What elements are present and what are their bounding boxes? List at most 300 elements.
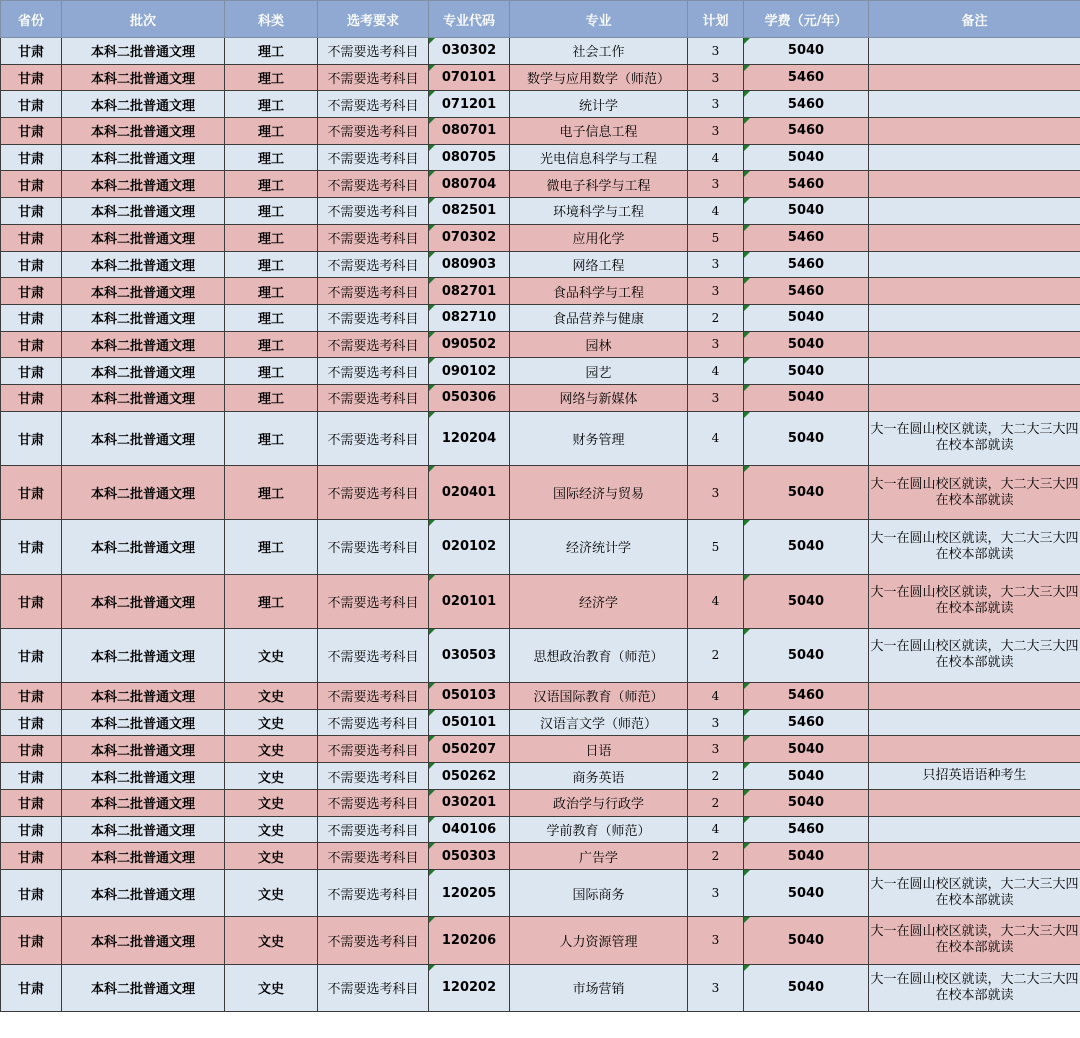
cell-tuition: 5460 [744,64,869,91]
cell-batch: 本科二批普通文理 [62,411,225,465]
cell-category: 理工 [225,465,318,519]
cell-tuition: 5040 [744,628,869,682]
cell-requirement: 不需要选考科目 [318,869,429,916]
cell-major: 财务管理 [510,411,688,465]
cell-major: 人力资源管理 [510,917,688,964]
cell-batch: 本科二批普通文理 [62,683,225,710]
cell-note [869,64,1080,91]
cell-major: 应用化学 [510,224,688,251]
cell-requirement: 不需要选考科目 [318,278,429,305]
header-major-code: 专业代码 [429,1,510,38]
header-batch: 批次 [62,1,225,38]
cell-category: 理工 [225,91,318,118]
cell-requirement: 不需要选考科目 [318,683,429,710]
cell-tuition: 5460 [744,709,869,736]
cell-major: 市场营销 [510,964,688,1011]
cell-note [869,91,1080,118]
cell-major: 汉语国际教育（师范） [510,683,688,710]
cell-batch: 本科二批普通文理 [62,198,225,225]
table-row [1,709,1080,736]
table-row [1,358,1080,385]
table-row [1,843,1080,870]
cell-major: 汉语言文学（师范） [510,709,688,736]
cell-major-code: 050303 [429,843,510,870]
cell-note: 大一在圆山校区就读，大二大三大四在校本部就读 [869,465,1080,519]
cell-requirement: 不需要选考科目 [318,144,429,171]
cell-category: 理工 [225,64,318,91]
cell-tuition: 5040 [744,520,869,574]
cell-batch: 本科二批普通文理 [62,709,225,736]
cell-note: 大一在圆山校区就读，大二大三大四在校本部就读 [869,520,1080,574]
cell-province: 甘肃 [1,91,62,118]
cell-note: 大一在圆山校区就读，大二大三大四在校本部就读 [869,917,1080,964]
cell-major: 统计学 [510,91,688,118]
cell-requirement: 不需要选考科目 [318,358,429,385]
cell-note: 大一在圆山校区就读，大二大三大四在校本部就读 [869,964,1080,1011]
cell-requirement: 不需要选考科目 [318,917,429,964]
cell-batch: 本科二批普通文理 [62,144,225,171]
table-row [1,465,1080,519]
cell-province: 甘肃 [1,763,62,790]
cell-major-code: 080704 [429,171,510,198]
cell-batch: 本科二批普通文理 [62,917,225,964]
cell-major-code: 070101 [429,64,510,91]
cell-category: 文史 [225,683,318,710]
cell-note [869,304,1080,331]
cell-plan: 3 [688,64,744,91]
cell-major: 广告学 [510,843,688,870]
cell-requirement: 不需要选考科目 [318,384,429,411]
cell-tuition: 5460 [744,278,869,305]
cell-batch: 本科二批普通文理 [62,64,225,91]
cell-requirement: 不需要选考科目 [318,628,429,682]
cell-tuition: 5040 [744,144,869,171]
cell-note [869,38,1080,65]
cell-requirement: 不需要选考科目 [318,331,429,358]
cell-province: 甘肃 [1,964,62,1011]
cell-major: 食品营养与健康 [510,304,688,331]
cell-category: 理工 [225,384,318,411]
cell-plan: 3 [688,736,744,763]
cell-category: 文史 [225,843,318,870]
table-row [1,38,1080,65]
cell-requirement: 不需要选考科目 [318,816,429,843]
cell-plan: 5 [688,520,744,574]
cell-major: 学前教育（师范） [510,816,688,843]
cell-category: 理工 [225,171,318,198]
cell-batch: 本科二批普通文理 [62,628,225,682]
cell-requirement: 不需要选考科目 [318,789,429,816]
cell-requirement: 不需要选考科目 [318,304,429,331]
cell-tuition: 5040 [744,38,869,65]
table-row [1,789,1080,816]
table-row [1,331,1080,358]
cell-note: 大一在圆山校区就读，大二大三大四在校本部就读 [869,628,1080,682]
cell-category: 理工 [225,118,318,145]
cell-plan: 2 [688,763,744,790]
cell-province: 甘肃 [1,736,62,763]
table-row [1,520,1080,574]
cell-category: 理工 [225,144,318,171]
header-requirement: 选考要求 [318,1,429,38]
cell-major-code: 120205 [429,869,510,916]
cell-province: 甘肃 [1,816,62,843]
cell-province: 甘肃 [1,38,62,65]
cell-category: 理工 [225,251,318,278]
cell-plan: 2 [688,304,744,331]
header-tuition: 学费（元/年） [744,1,869,38]
cell-batch: 本科二批普通文理 [62,384,225,411]
cell-major-code: 040106 [429,816,510,843]
cell-requirement: 不需要选考科目 [318,171,429,198]
cell-requirement: 不需要选考科目 [318,224,429,251]
cell-province: 甘肃 [1,144,62,171]
cell-category: 文史 [225,736,318,763]
cell-batch: 本科二批普通文理 [62,171,225,198]
cell-plan: 2 [688,789,744,816]
cell-category: 理工 [225,574,318,628]
cell-category: 理工 [225,278,318,305]
cell-major-code: 071201 [429,91,510,118]
cell-category: 文史 [225,869,318,916]
cell-plan: 3 [688,91,744,118]
cell-major: 数学与应用数学（师范） [510,64,688,91]
table-row [1,91,1080,118]
header-major: 专业 [510,1,688,38]
header-plan: 计划 [688,1,744,38]
cell-tuition: 5040 [744,331,869,358]
cell-plan: 3 [688,278,744,305]
cell-major: 网络工程 [510,251,688,278]
cell-tuition: 5040 [744,304,869,331]
cell-plan: 4 [688,198,744,225]
cell-major-code: 080903 [429,251,510,278]
cell-province: 甘肃 [1,917,62,964]
cell-note [869,251,1080,278]
cell-province: 甘肃 [1,118,62,145]
cell-note [869,118,1080,145]
cell-province: 甘肃 [1,789,62,816]
cell-category: 理工 [225,411,318,465]
cell-major: 日语 [510,736,688,763]
cell-category: 理工 [225,38,318,65]
cell-province: 甘肃 [1,171,62,198]
cell-plan: 4 [688,358,744,385]
cell-tuition: 5040 [744,843,869,870]
cell-requirement: 不需要选考科目 [318,763,429,790]
cell-note: 只招英语语种考生 [869,763,1080,790]
cell-major: 商务英语 [510,763,688,790]
cell-major: 国际经济与贸易 [510,465,688,519]
cell-major-code: 030302 [429,38,510,65]
cell-tuition: 5040 [744,465,869,519]
cell-major: 网络与新媒体 [510,384,688,411]
cell-tuition: 5460 [744,816,869,843]
table-row [1,628,1080,682]
cell-requirement: 不需要选考科目 [318,64,429,91]
cell-tuition: 5040 [744,358,869,385]
cell-plan: 3 [688,171,744,198]
cell-major-code: 020101 [429,574,510,628]
cell-note [869,789,1080,816]
cell-batch: 本科二批普通文理 [62,118,225,145]
cell-batch: 本科二批普通文理 [62,331,225,358]
cell-major: 经济学 [510,574,688,628]
cell-plan: 3 [688,869,744,916]
table-row [1,384,1080,411]
cell-major: 园林 [510,331,688,358]
cell-batch: 本科二批普通文理 [62,224,225,251]
table-row [1,278,1080,305]
cell-tuition: 5040 [744,917,869,964]
cell-batch: 本科二批普通文理 [62,465,225,519]
cell-note [869,358,1080,385]
cell-note [869,709,1080,736]
table-row [1,763,1080,790]
cell-major-code: 050101 [429,709,510,736]
cell-plan: 4 [688,574,744,628]
cell-tuition: 5040 [744,763,869,790]
cell-category: 理工 [225,520,318,574]
cell-province: 甘肃 [1,384,62,411]
cell-tuition: 5040 [744,736,869,763]
cell-tuition: 5460 [744,171,869,198]
cell-major: 国际商务 [510,869,688,916]
cell-major-code: 090502 [429,331,510,358]
cell-major: 光电信息科学与工程 [510,144,688,171]
cell-requirement: 不需要选考科目 [318,198,429,225]
cell-batch: 本科二批普通文理 [62,278,225,305]
table-row [1,574,1080,628]
table-row [1,683,1080,710]
cell-requirement: 不需要选考科目 [318,736,429,763]
table-body [1,38,1080,1012]
cell-plan: 3 [688,465,744,519]
cell-batch: 本科二批普通文理 [62,869,225,916]
cell-plan: 4 [688,816,744,843]
cell-category: 文史 [225,628,318,682]
cell-requirement: 不需要选考科目 [318,574,429,628]
cell-plan: 4 [688,411,744,465]
cell-plan: 3 [688,709,744,736]
cell-province: 甘肃 [1,709,62,736]
cell-note [869,224,1080,251]
cell-category: 文史 [225,709,318,736]
table-row [1,224,1080,251]
cell-category: 理工 [225,304,318,331]
cell-plan: 3 [688,118,744,145]
cell-requirement: 不需要选考科目 [318,964,429,1011]
table-row [1,251,1080,278]
cell-major: 食品科学与工程 [510,278,688,305]
cell-note [869,144,1080,171]
cell-category: 理工 [225,331,318,358]
cell-major-code: 020401 [429,465,510,519]
cell-batch: 本科二批普通文理 [62,816,225,843]
cell-tuition: 5040 [744,574,869,628]
cell-major-code: 120202 [429,964,510,1011]
cell-major: 园艺 [510,358,688,385]
cell-note: 大一在圆山校区就读，大二大三大四在校本部就读 [869,869,1080,916]
cell-tuition: 5040 [744,964,869,1011]
cell-note [869,736,1080,763]
cell-category: 理工 [225,358,318,385]
cell-category: 理工 [225,224,318,251]
cell-province: 甘肃 [1,198,62,225]
cell-tuition: 5040 [744,384,869,411]
cell-requirement: 不需要选考科目 [318,520,429,574]
table-row [1,118,1080,145]
cell-province: 甘肃 [1,465,62,519]
cell-requirement: 不需要选考科目 [318,843,429,870]
cell-note [869,384,1080,411]
table-row [1,869,1080,916]
cell-province: 甘肃 [1,64,62,91]
cell-major-code: 050207 [429,736,510,763]
cell-plan: 3 [688,331,744,358]
cell-plan: 2 [688,628,744,682]
cell-major-code: 082501 [429,198,510,225]
cell-province: 甘肃 [1,224,62,251]
cell-note: 大一在圆山校区就读，大二大三大四在校本部就读 [869,574,1080,628]
cell-note [869,843,1080,870]
cell-requirement: 不需要选考科目 [318,118,429,145]
cell-category: 文史 [225,816,318,843]
cell-tuition: 5460 [744,251,869,278]
cell-requirement: 不需要选考科目 [318,251,429,278]
cell-tuition: 5460 [744,683,869,710]
cell-major-code: 020102 [429,520,510,574]
cell-province: 甘肃 [1,411,62,465]
cell-batch: 本科二批普通文理 [62,843,225,870]
cell-major-code: 120206 [429,917,510,964]
cell-note: 大一在圆山校区就读，大二大三大四在校本部就读 [869,411,1080,465]
table-row [1,198,1080,225]
table-row [1,816,1080,843]
cell-province: 甘肃 [1,628,62,682]
cell-category: 文史 [225,763,318,790]
cell-major-code: 082701 [429,278,510,305]
cell-category: 理工 [225,198,318,225]
header-note: 备注 [869,1,1080,38]
cell-major-code: 080705 [429,144,510,171]
cell-major-code: 082710 [429,304,510,331]
cell-tuition: 5460 [744,224,869,251]
cell-province: 甘肃 [1,520,62,574]
cell-major: 环境科学与工程 [510,198,688,225]
cell-batch: 本科二批普通文理 [62,304,225,331]
cell-province: 甘肃 [1,574,62,628]
cell-batch: 本科二批普通文理 [62,91,225,118]
cell-batch: 本科二批普通文理 [62,358,225,385]
table-row [1,917,1080,964]
table-row [1,304,1080,331]
header-row [1,1,1080,38]
cell-batch: 本科二批普通文理 [62,574,225,628]
cell-plan: 3 [688,964,744,1011]
cell-tuition: 5040 [744,789,869,816]
cell-batch: 本科二批普通文理 [62,736,225,763]
table-row [1,411,1080,465]
cell-requirement: 不需要选考科目 [318,91,429,118]
cell-province: 甘肃 [1,843,62,870]
cell-note [869,816,1080,843]
cell-major-code: 050103 [429,683,510,710]
cell-tuition: 5040 [744,411,869,465]
cell-tuition: 5460 [744,91,869,118]
cell-major-code: 050306 [429,384,510,411]
cell-major-code: 070302 [429,224,510,251]
cell-tuition: 5040 [744,869,869,916]
cell-requirement: 不需要选考科目 [318,38,429,65]
cell-note [869,198,1080,225]
table-row [1,64,1080,91]
cell-requirement: 不需要选考科目 [318,465,429,519]
cell-requirement: 不需要选考科目 [318,411,429,465]
cell-note [869,683,1080,710]
table-row [1,144,1080,171]
cell-major: 思想政治教育（师范） [510,628,688,682]
cell-plan: 3 [688,38,744,65]
cell-tuition: 5460 [744,118,869,145]
table-row [1,171,1080,198]
cell-province: 甘肃 [1,304,62,331]
table-row [1,736,1080,763]
cell-major: 社会工作 [510,38,688,65]
cell-plan: 3 [688,384,744,411]
cell-major-code: 050262 [429,763,510,790]
cell-major: 政治学与行政学 [510,789,688,816]
cell-batch: 本科二批普通文理 [62,520,225,574]
cell-province: 甘肃 [1,278,62,305]
header-province: 省份 [1,1,62,38]
cell-province: 甘肃 [1,331,62,358]
cell-requirement: 不需要选考科目 [318,709,429,736]
cell-plan: 3 [688,251,744,278]
cell-plan: 4 [688,683,744,710]
cell-major-code: 030201 [429,789,510,816]
cell-major-code: 030503 [429,628,510,682]
cell-plan: 3 [688,917,744,964]
cell-province: 甘肃 [1,251,62,278]
table-row [1,964,1080,1011]
cell-plan: 2 [688,843,744,870]
cell-category: 文史 [225,789,318,816]
cell-province: 甘肃 [1,869,62,916]
cell-note [869,278,1080,305]
cell-province: 甘肃 [1,358,62,385]
header-category: 科类 [225,1,318,38]
cell-batch: 本科二批普通文理 [62,964,225,1011]
cell-province: 甘肃 [1,683,62,710]
cell-major-code: 120204 [429,411,510,465]
cell-batch: 本科二批普通文理 [62,38,225,65]
cell-category: 文史 [225,917,318,964]
cell-plan: 5 [688,224,744,251]
cell-category: 文史 [225,964,318,1011]
cell-major: 经济统计学 [510,520,688,574]
cell-note [869,331,1080,358]
cell-batch: 本科二批普通文理 [62,789,225,816]
cell-batch: 本科二批普通文理 [62,251,225,278]
cell-note [869,171,1080,198]
cell-batch: 本科二批普通文理 [62,763,225,790]
cell-major: 电子信息工程 [510,118,688,145]
cell-major: 微电子科学与工程 [510,171,688,198]
cell-major-code: 080701 [429,118,510,145]
cell-plan: 4 [688,144,744,171]
cell-tuition: 5040 [744,198,869,225]
